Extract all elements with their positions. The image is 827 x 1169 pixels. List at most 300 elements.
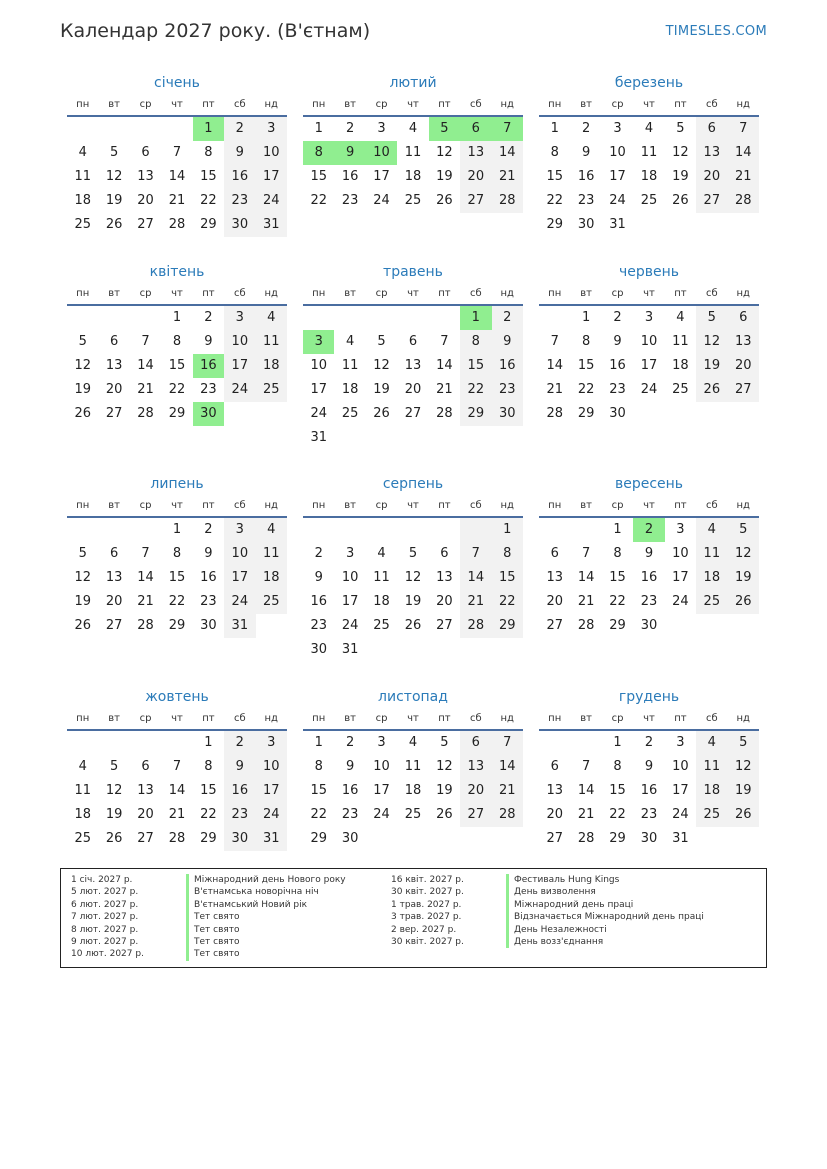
weekday-header — [539, 496, 759, 518]
calendar-day: 26 — [728, 590, 759, 614]
weekday-header — [539, 284, 759, 306]
calendar-day: 15 — [492, 566, 523, 590]
calendar-day: 31 — [341, 642, 359, 657]
month-name: серпень — [382, 476, 444, 492]
calendar-day: 17 — [640, 358, 658, 373]
holiday-name: В'єтнамська новорічна ніч — [186, 886, 319, 898]
calendar-day: 12 — [696, 330, 727, 354]
holiday-name: День визволення — [506, 886, 596, 898]
calendar-day: 21 — [728, 165, 759, 189]
holiday-day: 8 — [303, 141, 334, 165]
calendar-day: 14 — [577, 570, 595, 585]
calendar-day: 18 — [341, 382, 359, 397]
calendar-day: 8 — [613, 759, 622, 774]
calendar-day: 17 — [224, 566, 255, 590]
calendar-day: 13 — [404, 358, 422, 373]
calendar-day: 30 — [310, 642, 327, 657]
calendar-day: 7 — [141, 334, 150, 349]
calendar-day: 22 — [460, 378, 491, 402]
month-name: березень — [614, 75, 684, 91]
calendar-day: 5 — [109, 145, 119, 160]
day-grid — [67, 518, 287, 638]
calendar-day: 18 — [640, 169, 658, 184]
calendar-day: 17 — [373, 169, 390, 184]
calendar-day: 31 — [224, 614, 255, 638]
calendar-day: 14 — [577, 783, 595, 798]
calendar-day: 23 — [640, 594, 658, 609]
weekday-header — [539, 709, 759, 731]
calendar-day: 31 — [256, 213, 287, 237]
weekday-label: нд — [736, 288, 750, 299]
calendar-day: 4 — [377, 546, 386, 561]
calendar-day: 29 — [200, 831, 217, 846]
holiday-name: Тет свято — [186, 911, 240, 923]
calendar-day: 23 — [492, 378, 523, 402]
month-name: червень — [618, 264, 680, 280]
calendar-day: 24 — [609, 193, 626, 208]
calendar-day: 7 — [141, 546, 150, 561]
weekday-label: чт — [643, 500, 655, 511]
calendar-day: 16 — [200, 570, 217, 585]
weekday-label: пн — [312, 288, 326, 299]
calendar-day: 24 — [373, 193, 390, 208]
calendar-day: 9 — [314, 570, 323, 585]
day-grid — [67, 731, 287, 851]
calendar-day: 22 — [492, 590, 523, 614]
calendar-day: 20 — [460, 779, 491, 803]
day-grid — [539, 731, 759, 851]
calendar-day: 30 — [341, 831, 359, 846]
holiday-date: 1 трав. 2027 р. — [391, 899, 462, 910]
holiday-date: 30 квіт. 2027 р. — [391, 887, 464, 898]
calendar-day: 19 — [105, 193, 123, 208]
weekday-label: чт — [407, 500, 419, 511]
calendar-day: 10 — [310, 358, 327, 373]
calendar-day: 7 — [728, 117, 759, 141]
calendar-day: 13 — [460, 141, 491, 165]
weekday-label: пн — [548, 288, 562, 299]
brand-link[interactable]: TIMESLES.COM — [665, 24, 767, 39]
month-name: липень — [150, 476, 204, 492]
holiday-day: 30 — [193, 402, 224, 426]
calendar-day: 20 — [137, 807, 154, 822]
weekday-label: сб — [469, 713, 482, 724]
empty-cell — [98, 306, 129, 330]
weekday-label: нд — [264, 288, 278, 299]
calendar-day: 6 — [550, 546, 559, 561]
weekday-label: ср — [139, 713, 152, 724]
calendar-day: 27 — [105, 406, 123, 421]
weekday-label: ср — [375, 713, 388, 724]
calendar-day: 29 — [168, 406, 186, 421]
calendar-day: 6 — [109, 334, 119, 349]
calendar-day: 20 — [105, 382, 123, 397]
calendar-day: 29 — [492, 614, 523, 638]
holiday-name: Тет свято — [186, 924, 240, 936]
calendar-day: 8 — [172, 334, 182, 349]
calendar-day: 15 — [200, 783, 217, 798]
calendar-day: 16 — [640, 783, 658, 798]
calendar-day: 21 — [492, 779, 523, 803]
day-grid — [303, 117, 523, 213]
calendar-day: 18 — [404, 169, 422, 184]
weekday-label: пн — [548, 99, 562, 110]
calendar-day: 7 — [581, 759, 591, 774]
calendar-day: 6 — [141, 759, 150, 774]
weekday-label: вт — [108, 713, 120, 724]
weekday-header — [303, 95, 523, 117]
calendar-day: 6 — [696, 117, 727, 141]
holiday-name: Міжнародний день Нового року — [186, 874, 346, 886]
calendar-day: 17 — [373, 783, 390, 798]
weekday-label: ср — [611, 99, 624, 110]
calendar-day: 11 — [640, 145, 658, 160]
calendar-day: 12 — [436, 759, 453, 774]
calendar-day: 25 — [74, 831, 91, 846]
empty-cell — [67, 518, 98, 542]
calendar-day: 21 — [492, 165, 523, 189]
calendar-day: 24 — [373, 807, 390, 822]
empty-cell — [98, 518, 129, 542]
calendar-day: 4 — [696, 731, 727, 755]
calendar-day: 7 — [172, 145, 182, 160]
calendar-day: 22 — [310, 193, 327, 208]
calendar-day: 17 — [256, 165, 287, 189]
calendar-day: 1 — [581, 310, 591, 325]
calendar-day: 9 — [345, 759, 355, 774]
empty-cell — [130, 306, 161, 330]
calendar-day: 12 — [436, 145, 453, 160]
calendar-day: 3 — [676, 735, 685, 750]
calendar-day: 30 — [640, 618, 658, 633]
weekday-header — [67, 95, 287, 117]
calendar-day: 18 — [256, 566, 287, 590]
calendar-day: 21 — [577, 594, 595, 609]
calendar-day: 26 — [105, 831, 123, 846]
calendar-day: 9 — [204, 334, 213, 349]
calendar-day: 15 — [609, 570, 626, 585]
weekday-label: нд — [736, 713, 750, 724]
month-calendar — [539, 473, 759, 638]
month-name: листопад — [378, 689, 448, 705]
calendar-day: 15 — [546, 169, 563, 184]
calendar-day: 29 — [460, 402, 491, 426]
empty-cell — [67, 306, 98, 330]
calendar-day: 10 — [224, 542, 255, 566]
calendar-day: 28 — [168, 831, 186, 846]
calendar-day: 15 — [609, 783, 626, 798]
calendar-day: 20 — [728, 354, 759, 378]
legend-row — [391, 886, 704, 898]
calendar-day: 30 — [492, 402, 523, 426]
calendar-day: 22 — [546, 193, 563, 208]
calendar-day: 2 — [224, 117, 255, 141]
calendar-day: 22 — [609, 807, 626, 822]
weekday-label: пн — [312, 99, 326, 110]
weekday-header — [539, 95, 759, 117]
weekday-label: нд — [500, 99, 514, 110]
calendar-day: 24 — [256, 803, 287, 827]
empty-cell — [366, 518, 397, 542]
month-calendar — [539, 72, 759, 237]
legend-row — [391, 936, 704, 948]
calendar-day: 20 — [137, 193, 154, 208]
calendar-day: 10 — [224, 330, 255, 354]
calendar-day: 9 — [644, 759, 654, 774]
calendar-day: 19 — [436, 783, 453, 798]
legend-row — [71, 911, 346, 923]
calendar-day: 8 — [492, 542, 523, 566]
calendar-day: 12 — [373, 358, 390, 373]
weekday-label: нд — [500, 288, 514, 299]
holiday-day: 7 — [492, 117, 523, 141]
calendar-day: 25 — [404, 807, 422, 822]
calendar-day: 2 — [345, 121, 355, 136]
calendar-day: 6 — [728, 306, 759, 330]
empty-cell — [130, 731, 161, 755]
calendar-day: 18 — [672, 358, 689, 373]
calendar-day: 3 — [256, 117, 287, 141]
weekday-label: нд — [500, 500, 514, 511]
month-calendar — [67, 72, 287, 237]
calendar-day: 4 — [408, 735, 418, 750]
holiday-day: 3 — [303, 330, 334, 354]
calendar-day: 24 — [256, 189, 287, 213]
calendar-day: 2 — [492, 306, 523, 330]
calendar-day: 26 — [74, 618, 91, 633]
weekday-label: пн — [76, 288, 90, 299]
calendar-day: 16 — [609, 358, 626, 373]
calendar-day: 17 — [256, 779, 287, 803]
calendar-day: 11 — [404, 759, 422, 774]
calendar-day: 26 — [404, 618, 422, 633]
holiday-date: 8 лют. 2027 р. — [71, 924, 139, 935]
calendar-day: 22 — [310, 807, 327, 822]
calendar-day: 24 — [224, 378, 255, 402]
empty-cell — [161, 731, 192, 755]
weekday-label: пт — [674, 288, 687, 299]
calendar-day: 16 — [341, 783, 359, 798]
calendar-day: 9 — [204, 546, 213, 561]
month-calendar — [67, 261, 287, 426]
month-calendar — [539, 686, 759, 851]
month-calendar — [303, 261, 523, 450]
holiday-name: День возз'єднання — [506, 936, 603, 948]
holiday-day: 1 — [193, 117, 224, 141]
calendar-day: 29 — [609, 831, 626, 846]
month-calendar — [67, 686, 287, 851]
month-name: січень — [154, 75, 200, 91]
empty-cell — [539, 518, 570, 542]
calendar-day: 27 — [105, 618, 123, 633]
holiday-name: Тет свято — [186, 936, 240, 948]
empty-cell — [366, 306, 397, 330]
weekday-label: чт — [643, 713, 655, 724]
weekday-label: пн — [312, 713, 326, 724]
calendar-day: 12 — [74, 358, 91, 373]
weekday-label: пт — [438, 500, 451, 511]
calendar-day: 23 — [609, 382, 626, 397]
day-grid — [67, 117, 287, 237]
calendar-day: 23 — [224, 189, 255, 213]
legend-row — [71, 886, 346, 898]
calendar-day: 3 — [676, 522, 685, 537]
calendar-day: 2 — [204, 522, 213, 537]
weekday-label: чт — [643, 288, 655, 299]
calendar-day: 29 — [577, 406, 595, 421]
legend-row — [71, 899, 346, 911]
month-calendar — [303, 686, 523, 851]
calendar-day: 1 — [613, 735, 622, 750]
legend-column-left — [71, 874, 346, 961]
weekday-header — [303, 709, 523, 731]
calendar-day: 26 — [105, 217, 123, 232]
calendar-day: 4 — [408, 121, 418, 136]
calendar-day: 14 — [492, 755, 523, 779]
calendar-day: 2 — [224, 731, 255, 755]
calendar-day: 27 — [728, 378, 759, 402]
calendar-day: 11 — [74, 783, 91, 798]
calendar-day: 13 — [460, 755, 491, 779]
calendar-day: 22 — [200, 807, 217, 822]
calendar-day: 10 — [341, 570, 359, 585]
holiday-date: 16 квіт. 2027 р. — [391, 875, 464, 885]
weekday-label: ср — [375, 500, 388, 511]
weekday-label: сб — [233, 500, 246, 511]
calendar-day: 3 — [644, 310, 654, 325]
calendar-day: 28 — [546, 406, 563, 421]
empty-cell — [397, 306, 428, 330]
calendar-day: 29 — [200, 217, 217, 232]
calendar-day: 24 — [224, 590, 255, 614]
calendar-day: 30 — [224, 213, 255, 237]
day-grid — [303, 518, 523, 662]
calendar-day: 12 — [672, 145, 689, 160]
weekday-label: чт — [171, 99, 183, 110]
calendar-day: 27 — [436, 618, 453, 633]
calendar-day: 6 — [109, 546, 119, 561]
calendar-day: 18 — [404, 783, 422, 798]
calendar-day: 28 — [577, 618, 595, 633]
calendar-day: 4 — [644, 121, 654, 136]
weekday-label: чт — [171, 713, 183, 724]
weekday-label: ср — [611, 288, 624, 299]
weekday-label: нд — [264, 99, 278, 110]
calendar-day: 14 — [168, 169, 186, 184]
empty-cell — [67, 117, 98, 141]
month-name: грудень — [618, 689, 680, 705]
calendar-day: 17 — [224, 354, 255, 378]
calendar-day: 10 — [672, 546, 689, 561]
calendar-day: 10 — [672, 759, 689, 774]
calendar-day: 21 — [137, 382, 154, 397]
day-grid — [539, 117, 759, 237]
calendar-day: 2 — [644, 735, 654, 750]
month-calendar — [539, 261, 759, 426]
holiday-legend — [60, 868, 767, 968]
holiday-name: День Незалежності — [506, 924, 607, 936]
calendar-day: 12 — [728, 542, 759, 566]
calendar-day: 24 — [672, 594, 689, 609]
calendar-day: 7 — [440, 334, 449, 349]
weekday-label: пн — [548, 713, 562, 724]
empty-cell — [429, 306, 460, 330]
weekday-label: ср — [375, 99, 388, 110]
calendar-day: 4 — [696, 518, 727, 542]
calendar-day: 7 — [581, 546, 591, 561]
day-grid — [303, 731, 523, 851]
calendar-day: 19 — [373, 382, 390, 397]
empty-cell — [570, 518, 601, 542]
calendar-day: 19 — [404, 594, 422, 609]
weekday-label: сб — [469, 500, 482, 511]
calendar-day: 16 — [341, 169, 359, 184]
legend-row — [391, 874, 704, 886]
holiday-date: 30 квіт. 2027 р. — [391, 936, 464, 947]
calendar-day: 2 — [581, 121, 591, 136]
weekday-label: чт — [171, 500, 183, 511]
calendar-day: 1 — [550, 121, 559, 136]
month-calendar — [67, 473, 287, 638]
calendar-day: 29 — [310, 831, 327, 846]
calendar-day: 22 — [577, 382, 595, 397]
weekday-label: пт — [202, 713, 215, 724]
holiday-name: Фестиваль Hung Kings — [506, 874, 619, 886]
weekday-label: пт — [438, 713, 451, 724]
month-name: вересень — [614, 476, 684, 492]
calendar-day: 15 — [168, 570, 186, 585]
calendar-day: 2 — [204, 310, 213, 325]
holiday-name: В'єтнамський Новий рік — [186, 899, 307, 911]
empty-cell — [570, 731, 601, 755]
calendar-day: 20 — [404, 382, 422, 397]
weekday-label: чт — [407, 713, 419, 724]
calendar-day: 13 — [137, 169, 154, 184]
calendar-day: 30 — [577, 217, 595, 232]
calendar-day: 13 — [105, 358, 123, 373]
calendar-day: 12 — [105, 169, 123, 184]
holiday-day: 16 — [193, 354, 224, 378]
calendar-day: 15 — [460, 354, 491, 378]
page-title: Календар 2027 року. (В'єтнам) — [60, 20, 371, 42]
calendar-day: 20 — [546, 807, 563, 822]
calendar-day: 19 — [74, 382, 91, 397]
calendar-day: 11 — [696, 542, 727, 566]
calendar-day: 28 — [492, 189, 523, 213]
calendar-day: 6 — [460, 731, 491, 755]
calendar-day: 22 — [168, 382, 186, 397]
day-grid — [539, 306, 759, 426]
holiday-name: Міжнародний день праці — [506, 899, 633, 911]
holiday-date: 9 лют. 2027 р. — [71, 936, 139, 947]
weekday-label: пн — [312, 500, 326, 511]
weekday-header — [67, 284, 287, 306]
calendar-day: 21 — [436, 382, 453, 397]
calendar-day: 8 — [204, 145, 213, 160]
calendar-day: 19 — [436, 169, 453, 184]
weekday-label: сб — [469, 99, 482, 110]
calendar-day: 18 — [373, 594, 390, 609]
calendar-day: 13 — [728, 330, 759, 354]
calendar-day: 12 — [74, 570, 91, 585]
weekday-label: пн — [76, 500, 90, 511]
weekday-label: сб — [705, 713, 718, 724]
holiday-day: 10 — [366, 141, 397, 165]
calendar-day: 29 — [609, 618, 626, 633]
calendar-day: 17 — [672, 783, 689, 798]
legend-row — [391, 924, 704, 936]
weekday-label: ср — [611, 500, 624, 511]
